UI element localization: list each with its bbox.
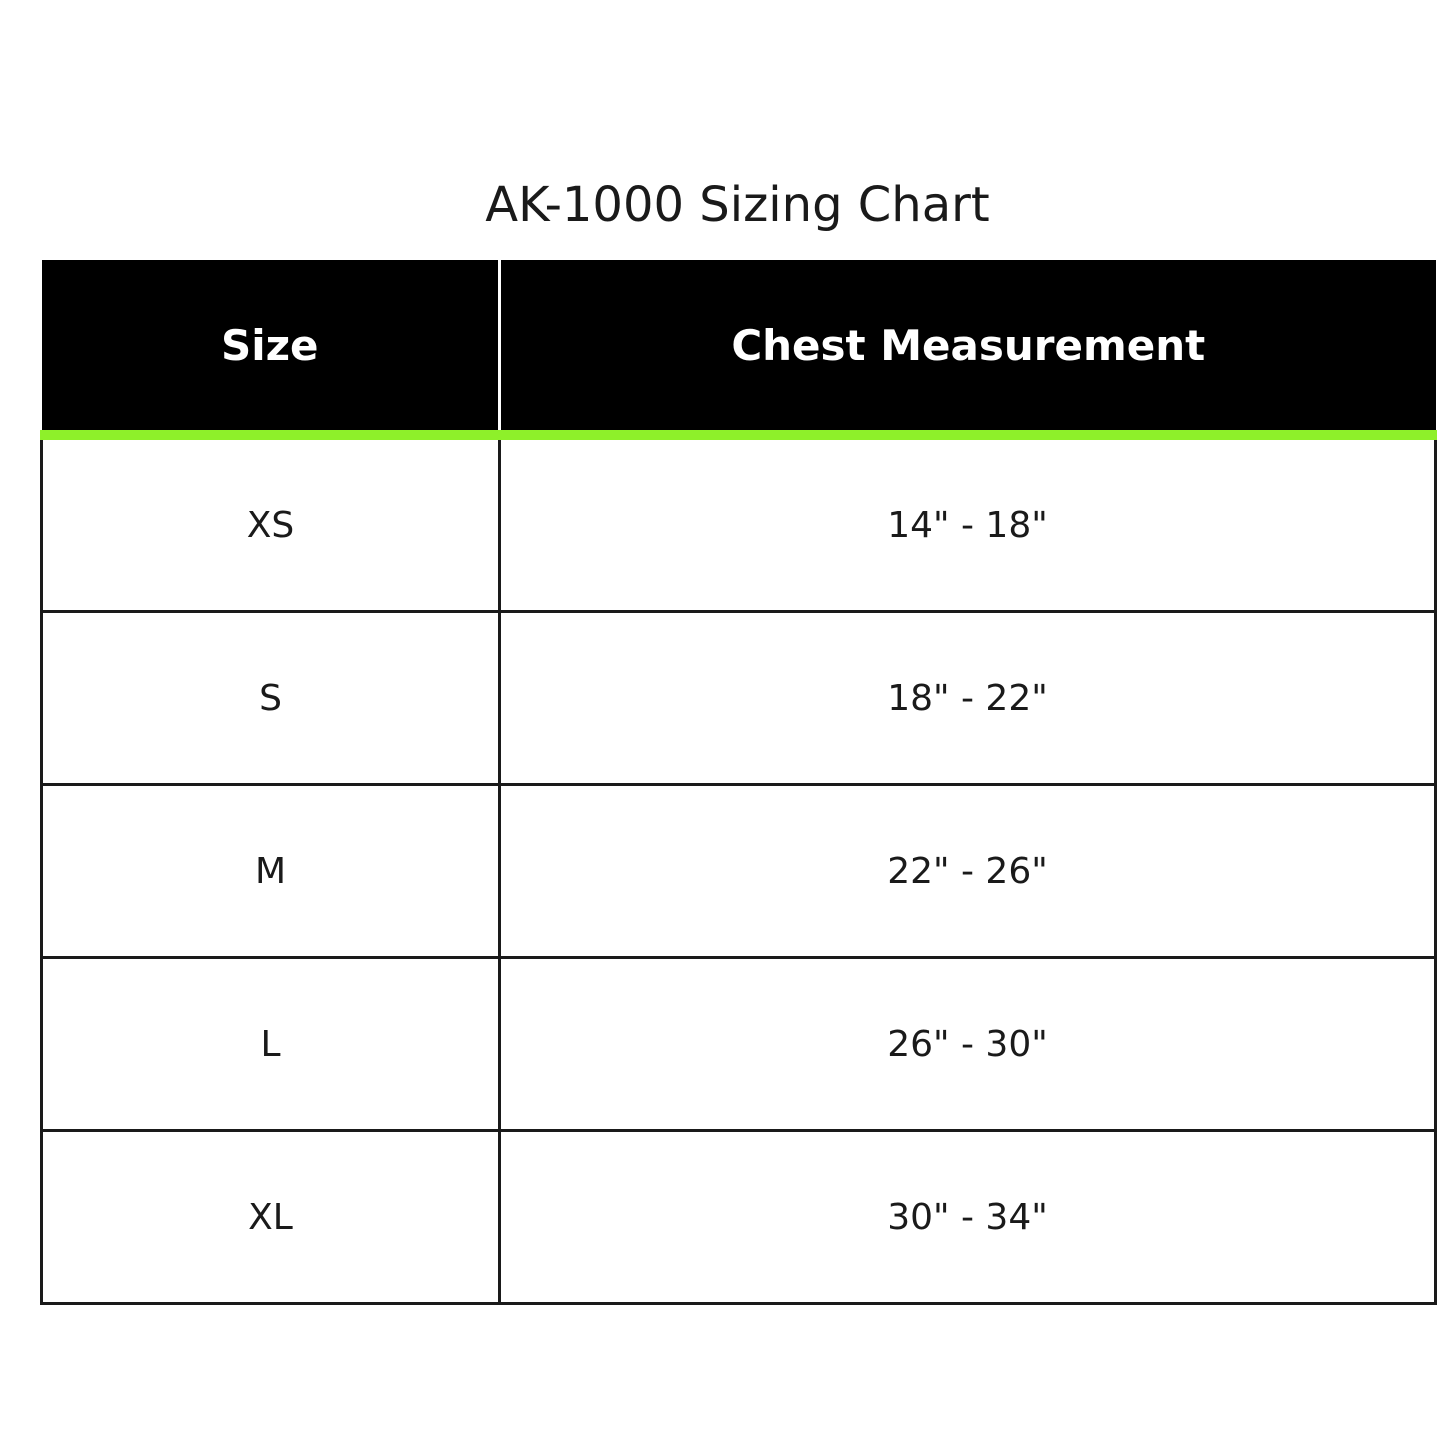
table-row	[42, 1131, 1436, 1304]
chart-title: AK-1000 Sizing Chart	[485, 177, 990, 233]
table-body	[42, 435, 1436, 1304]
sizing-table-container	[40, 260, 1434, 1305]
size-cell: S	[42, 612, 500, 785]
size-cell: L	[42, 958, 500, 1131]
chest-cell: 22" - 26"	[500, 785, 1436, 958]
table-row	[42, 435, 1436, 612]
chest-cell: 18" - 22"	[500, 612, 1436, 785]
chest-cell: 14" - 18"	[500, 435, 1436, 612]
chest-cell: 26" - 30"	[500, 958, 1436, 1131]
header-size: Size	[42, 260, 500, 435]
sizing-table	[40, 260, 1437, 1305]
size-cell: XS	[42, 435, 500, 612]
table-row	[42, 785, 1436, 958]
table-row	[42, 958, 1436, 1131]
table-row	[42, 612, 1436, 785]
chest-cell: 30" - 34"	[500, 1131, 1436, 1304]
table-header	[42, 260, 1436, 435]
size-cell: M	[42, 785, 500, 958]
size-cell: XL	[42, 1131, 500, 1304]
header-chest-measurement: Chest Measurement	[500, 260, 1436, 435]
header-row	[42, 260, 1436, 435]
